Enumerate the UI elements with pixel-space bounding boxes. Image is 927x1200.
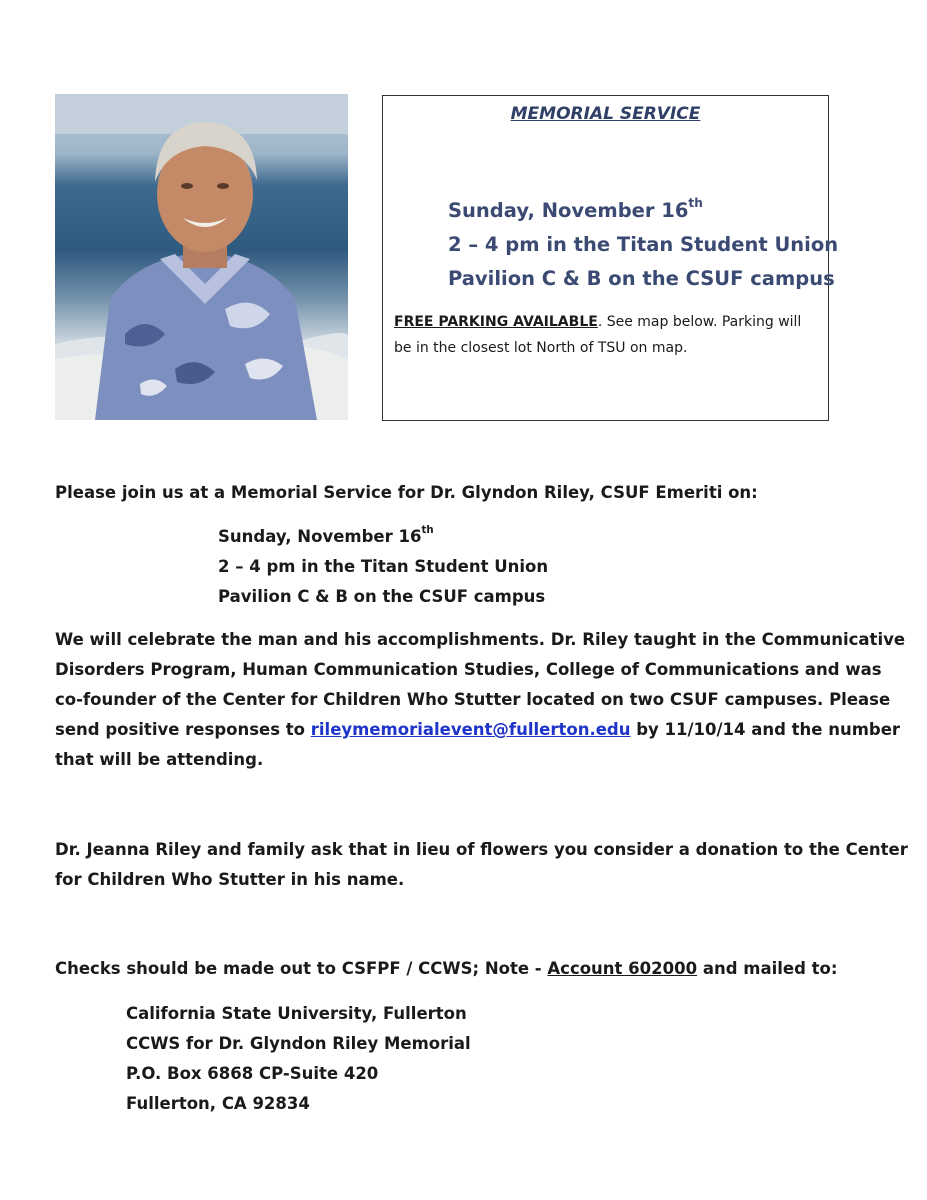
account-number: Account 602000 [547,959,698,978]
address-line-2: CCWS for Dr. Glyndon Riley Memorial [126,1034,471,1053]
memorial-service-box [382,95,839,421]
details-place: Pavilion C & B on the CSUF campus [218,587,546,606]
service-box-title: MEMORIAL SERVICE [510,104,701,124]
service-box-date: Sunday, November 16th [448,196,703,222]
address-line-1: California State University, Fullerton [126,1004,467,1023]
service-box-place: Pavilion C & B on the CSUF campus [448,267,835,290]
parking-note: FREE PARKING AVAILABLE. See map below. Parking will be in the closest lot North of TSU on map. [394,314,802,356]
portrait-photo [55,94,348,420]
address-line-4: Fullerton, CA 92834 [126,1094,310,1113]
free-parking-label: FREE PARKING AVAILABLE [394,314,598,330]
details-time: 2 – 4 pm in the Titan Student Union [218,557,549,576]
address-line-3: P.O. Box 6868 CP-Suite 420 [126,1064,379,1083]
details-date: Sunday, November 16th [218,525,434,546]
celebrate-paragraph: We will celebrate the man and his accomplishments. Dr. Riley taught in the Communicative Disorders Program, Human Communication Studies, College of Communications and was co-founder of the Center for Children Who Stutter located on two CSUF campuses. Please send positive responses to rileymemorialevent@fullerton.edu by 11/10/14 and the number that will be attending. [55,630,906,769]
intro-paragraph: Please join us at a Memorial Service for Dr. Glyndon Riley, CSUF Emeriti on: [55,483,758,502]
email-link[interactable]: rileymemorialevent@fullerton.edu [310,720,631,739]
service-box-details [448,194,838,296]
donation-paragraph: Dr. Jeanna Riley and family ask that in lieu of flowers you consider a donation to the Center for Children Who Stutter in his name. [55,840,908,889]
service-box-time: 2 – 4 pm in the Titan Student Union [448,233,839,256]
service-details [218,522,548,612]
checks-paragraph: Checks should be made out to CSFPF / CCWS; Note - Account 602000 and mailed to: [55,959,838,978]
mailing-address [126,999,471,1119]
